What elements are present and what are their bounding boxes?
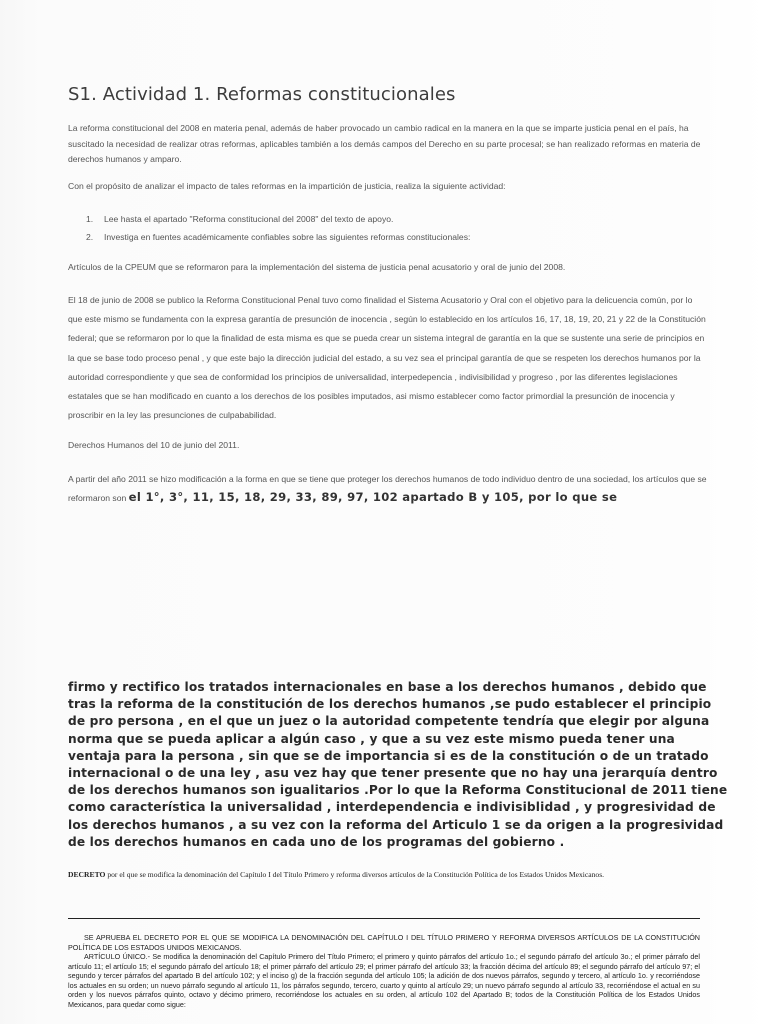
step-number: 1. — [86, 214, 94, 224]
page-title: S1. Actividad 1. Reformas constitucionales — [68, 84, 456, 105]
articulo-unico-paragraph: ARTÍCULO ÚNICO.- Se modifica la denominación del Capítulo Primero del Título Primero; el primero y quinto párrafos del artículo 1o.; el segundo párrafo del artículo 3o.; el primer párrafo del artículo 11; el artículo 15; el segundo párrafo del artículo 18; el primer párrafo del artículo 29; el primer párrafo del artículo 33; la fracción décima del artículo 89; el segundo párrafo del artículo 97; el segundo y tercer párrafos del apartado B del artículo 102; y el inciso g) de la fracción segunda del artículo 105; la adición de dos nuevos párrafos, segundo y tercero, al artículo 1o. y recorriéndose los actuales en su orden; un nuevo párrafo segundo al artículo 11, los párrafos segundo, tercero, cuarto y quinto al artículo 29; un nuevo párrafo segundo al artículo 33, recorriéndose el actual en su orden y los nuevos párrafos quinto, octavo y décimo primero, recorriéndose los actuales en su orden, al artículo 102 del Apartado B; todos de la Constitución Política de los Estados Unidos Mexicanos, para quedar como sigue: — [68, 952, 700, 1009]
intro-paragraph: La reforma constitucional del 2008 en materia penal, además de haber provocado un cambio radical en la manera en la que se imparte justicia penal en el país, ha suscitado la necesidad de realizar otras reformas, aplicables también a los demás campos del Derecho en su parte procesal; se han realizado reformas en materia de derechos humanos y amparo. — [68, 123, 701, 164]
decreto-label: DECRETO — [68, 870, 106, 879]
list-item — [68, 210, 708, 228]
reforma-2011-paragraph — [68, 470, 708, 507]
list-item — [68, 228, 708, 246]
step-text: Investiga en fuentes académicamente confiables sobre las siguientes reformas constitucionales: — [104, 232, 471, 242]
reforma-2011-articles: el 1°, 3°, 11, 15, 18, 29, 33, 89, 97, 102 apartado B y 105, por lo que se — [128, 490, 618, 504]
step-number: 2. — [86, 232, 94, 242]
decreto-title — [68, 869, 708, 880]
articulos-heading: Artículos de la CPEUM que se reformaron para la implementación del sistema de justicia penal acusatorio y oral de junio del 2008. — [68, 262, 566, 272]
purpose-paragraph: Con el propósito de analizar el impacto de tales reformas en la impartición de justicia, realiza la siguiente actividad: — [68, 181, 506, 191]
aprueba-paragraph: SE APRUEBA EL DECRETO POR EL QUE SE MODIFICA LA DENOMINACIÓN DEL CAPÍTULO I DEL TÍTULO PRIMERO Y REFORMA DIVERSOS ARTÍCULOS DE LA CONSTITUCIÓN POLÍTICA DE LOS ESTADOS UNIDOS MEXICANOS. — [68, 933, 700, 952]
decreto-text: por el que se modifica la denominación del Capítulo I del Título Primero y reforma diversos artículos de la Constitución Política de los Estados Unidos Mexicanos. — [105, 870, 605, 879]
reforma-2011-text: A partir del año 2011 se hizo modificación a la forma en que se tiene que proteger los derechos humanos de todo individuo dentro de una sociedad, los artículos que se reformaron son — [68, 474, 707, 503]
bold-continuation-paragraph: firmo y rectifico los tratados internacionales en base a los derechos humanos , debido que tras la reforma de la constitución de los derechos humanos ,se pudo establecer el principio de pro persona , en el que un juez o la autoridad competente tendría que elegir por alguna norma que se pueda aplicar a algún caso , y que a su vez este mismo pueda tener una ventaja para la persona , sin que se de importancia si es de la constitución o de un tratado internacional o de una ley , asu vez hay que tener presente que no hay una jerarquía dentro de los derechos humanos son igualitarios .Por lo que la Reforma Constitucional de 2011 tiene como característica la universalidad , interdependencia e indivisiblidad , y progresividad de los derechos humanos , a su vez con la reforma del Articulo 1 se da origen a la progresividad de los derechos humanos en cada uno de los programas del gobierno . — [68, 680, 728, 849]
derechos-humanos-heading: Derechos Humanos del 10 de junio del 2011. — [68, 440, 240, 450]
activity-steps — [68, 210, 708, 246]
step-text: Lee hasta el apartado "Reforma constitucional del 2008" del texto de apoyo. — [104, 214, 394, 224]
divider — [68, 918, 700, 919]
reforma-2008-paragraph: El 18 de junio de 2008 se publico la Reforma Constitucional Penal tuvo como finalidad el Sistema Acusatorio y Oral con el objetivo para la delicuencia común, por lo que este mismo se fundamenta con la expresa garantía de presunción de inocencia , según lo establecido en los artículos 16, 17, 18, 19, 20, 21 y 22 de la Constitución federal; que se reformaron por lo que la finalidad de esta misma es que se pueda crear un sistema integral de garantía en la que se sustente una serie de principios en la que se base todo proceso penal , y que este bajo la dirección judicial del estado, a su vez sea el principal garantía de que se respeten los derechos humanos por la autoridad correspondiente y que sea de conformidad los principios de universalidad, interpedepencia , indivisibilidad y progreso , por las diferentes legislaciones estatales que se han modificado en cuanto a los derechos de los posibles imputados, asi mismo establecer como factor primordial la presunción de inocencia y proscribir en la ley las presunciones de culpababilidad. — [68, 295, 706, 421]
